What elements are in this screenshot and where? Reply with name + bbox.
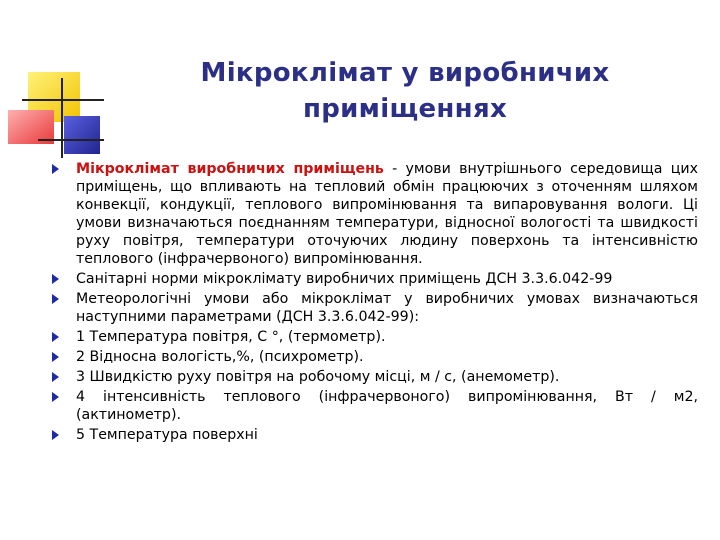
highlight-term: Мікроклімат виробничих приміщень [76, 161, 384, 177]
list-item-text: - умови внутрішнього середовища цих приміщень, що впливають на тепловий обмін працюючих з оточенням шляхом конвекції, кондукції, теплового випромінювання та випаровування вологи. Ці умови визначаються поєднанням температури, відносної вологості та швидкості руху повітря, температури оточуючих людину поверхонь та інтенсивністю теплового (інфрачервоного) випромінювання. [76, 161, 698, 267]
list-item-text: 2 Відносна вологість,%, (психрометр). [76, 349, 364, 365]
decorative-squares-logo [0, 0, 110, 160]
list-item-text: Санітарні норми мікроклімату виробничих приміщень ДСН 3.3.6.042-99 [76, 271, 613, 287]
title-line-2: приміщеннях [302, 94, 508, 124]
list-item [52, 160, 698, 268]
list-item [52, 348, 698, 366]
list-item [52, 290, 698, 326]
list-item [52, 270, 698, 288]
list-item-text: Метеорологічні умови або мікроклімат у виробничих умовах визначаються наступними параметрами (ДСН 3.3.6.042-99): [76, 291, 698, 325]
list-item [52, 388, 698, 424]
list-item-text: 1 Температура повітря, С °, (термометр). [76, 329, 386, 345]
bullet-arrow-icon [52, 352, 59, 362]
list-item [52, 368, 698, 386]
bullet-arrow-icon [52, 294, 59, 304]
bullet-arrow-icon [52, 332, 59, 342]
blue-square [64, 116, 100, 154]
bullet-list [52, 160, 698, 446]
list-item-text: 3 Швидкістю руху повітря на робочому місці, м / с, (анемометр). [76, 369, 560, 385]
bullet-arrow-icon [52, 164, 59, 174]
slide-title [120, 55, 690, 127]
title-line-1: Мікроклімат у виробничих [200, 58, 610, 88]
red-square [8, 110, 54, 144]
bullet-arrow-icon [52, 430, 59, 440]
list-item [52, 426, 698, 444]
bullet-arrow-icon [52, 372, 59, 382]
bullet-arrow-icon [52, 392, 59, 402]
bullet-arrow-icon [52, 274, 59, 284]
list-item-text: 5 Температура поверхні [76, 427, 258, 443]
list-item [52, 328, 698, 346]
list-item-text: 4 інтенсивність теплового (інфрачервоного) випромінювання, Вт / м2, (актинометр). [76, 389, 698, 423]
